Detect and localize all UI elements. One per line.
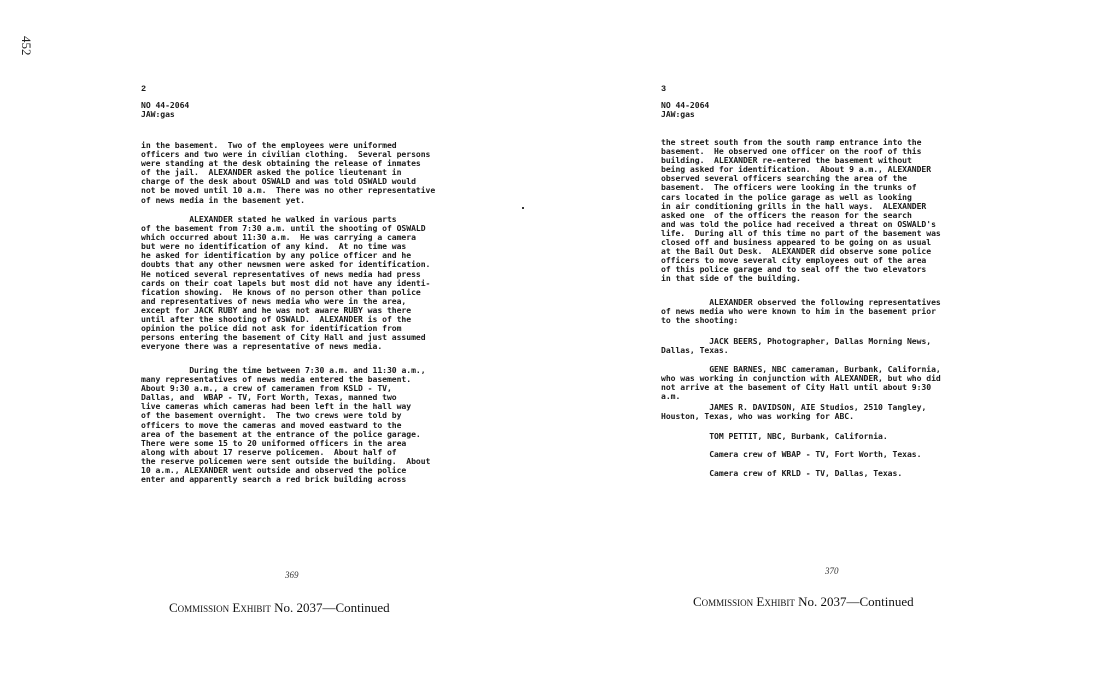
margin-page-number: 452 xyxy=(19,36,34,56)
right-paragraph-7: Camera crew of WBAP - TV, Fort Worth, Texas. xyxy=(661,449,922,459)
left-file-number: NO 44-2064 JAW:gas xyxy=(141,100,190,120)
right-paragraph-5: JAMES R. DAVIDSON, AIE Studios, 2510 Tangley, Houston, Texas, who was working for ABC. xyxy=(661,402,927,422)
left-paragraph-2: ALEXANDER stated he walked in various parts of the basement from 7:30 a.m. until the shooting of OSWALD which occurred about 11:30 a.m. He was carrying a camera but were no identification of any kind. At no time was he asked for identification by any police officer and he doubts that any other newsmen were asked for identification. He noticed several representatives of news media had press cards on their coat lapels but most did not have any identi- fication showing. He knows of no person other than police and representatives of news media who were in the area, except for JACK RUBY and he was not aware RUBY was there until after the shooting of OSWALD. ALEXANDER is of the opinion the police did not ask for identification from persons entering the basement of City Hall and just assumed everyone there was a representative of news media. xyxy=(141,214,431,352)
right-paragraph-1: the street south from the south ramp entrance into the basement. He observed one officer on the roof of this building. ALEXANDER re-entered the basement without being asked for identification. About 9 a.m., ALEXANDER observed several officers searching the area of the basement. The officers were looking in the trunks of cars located in the police garage as well as looking in air conditioning grills in the hall ways. ALEXANDER asked one of the officers the reason for the search and was told the police had received a threat on OSWALD's life. During all of this time no part of the basement was closed off and business appeared to be going on as usual at the Bail Out Desk. ALEXANDER did observe some police officers to move several city employees out of the area of this police garage and to seal off the two elevators in that side of the building. xyxy=(661,137,941,284)
left-caption-suffix: No. 2037—Continued xyxy=(274,600,390,615)
right-caption-prefix: Commission Exhibit xyxy=(693,594,795,609)
right-caption-suffix: No. 2037—Continued xyxy=(798,594,914,609)
right-caption xyxy=(693,594,914,610)
left-paragraph-1: in the basement. Two of the employees were uniformed officers and two were in civilian clothing. Several persons were standing at the desk obtaining the release of inmates of the jail. ALEXANDER asked the police lieutenant in charge of the desk about OSWALD and was told OSWALD would not be moved until 10 a.m. There was no other representative of news media in the basement yet. xyxy=(141,140,436,205)
stray-mark xyxy=(522,207,524,209)
left-paragraph-3: During the time between 7:30 a.m. and 11:30 a.m., many representatives of news media entered the basement. About 9:30 a.m., a crew of cameramen from KSLD - TV, Dallas, and WBAP - TV, Fort Worth, Texas, manned two live cameras which cameras had been left in the hall way of the basement overnight. The two crews were told by officers to move the cameras and moved eastward to the area of the basement at the entrance of the police garage. There were some 15 to 20 uniformed officers in the area along with about 17 reserve policemen. About half of the reserve policemen were sent outside the building. About 10 a.m., ALEXANDER went outside and observed the police enter and apparently search a red brick building across xyxy=(141,365,431,485)
right-paragraph-3: JACK BEERS, Photographer, Dallas Morning News, Dallas, Texas. xyxy=(661,336,932,356)
right-paragraph-6: TOM PETTIT, NBC, Burbank, California. xyxy=(661,431,888,441)
right-paragraph-2: ALEXANDER observed the following representatives of news media who were known to him in the basement prior to the shooting: xyxy=(661,297,941,326)
left-caption xyxy=(169,600,390,616)
right-paragraph-8: Camera crew of KRLD - TV, Dallas, Texas. xyxy=(661,468,903,478)
right-file-number: NO 44-2064 JAW:gas xyxy=(661,100,710,120)
right-paragraph-4: GENE BARNES, NBC cameraman, Burbank, California, who was working in conjunction with ALEXANDER, but who did not arrive at the basement of City Hall until about 9:30 a.m. xyxy=(661,364,941,402)
left-page-number: 2 xyxy=(141,84,147,94)
right-hand-number: 370 xyxy=(825,566,839,576)
right-page-number: 3 xyxy=(661,84,667,94)
left-caption-prefix: Commission Exhibit xyxy=(169,600,271,615)
left-hand-number: 369 xyxy=(285,570,299,580)
